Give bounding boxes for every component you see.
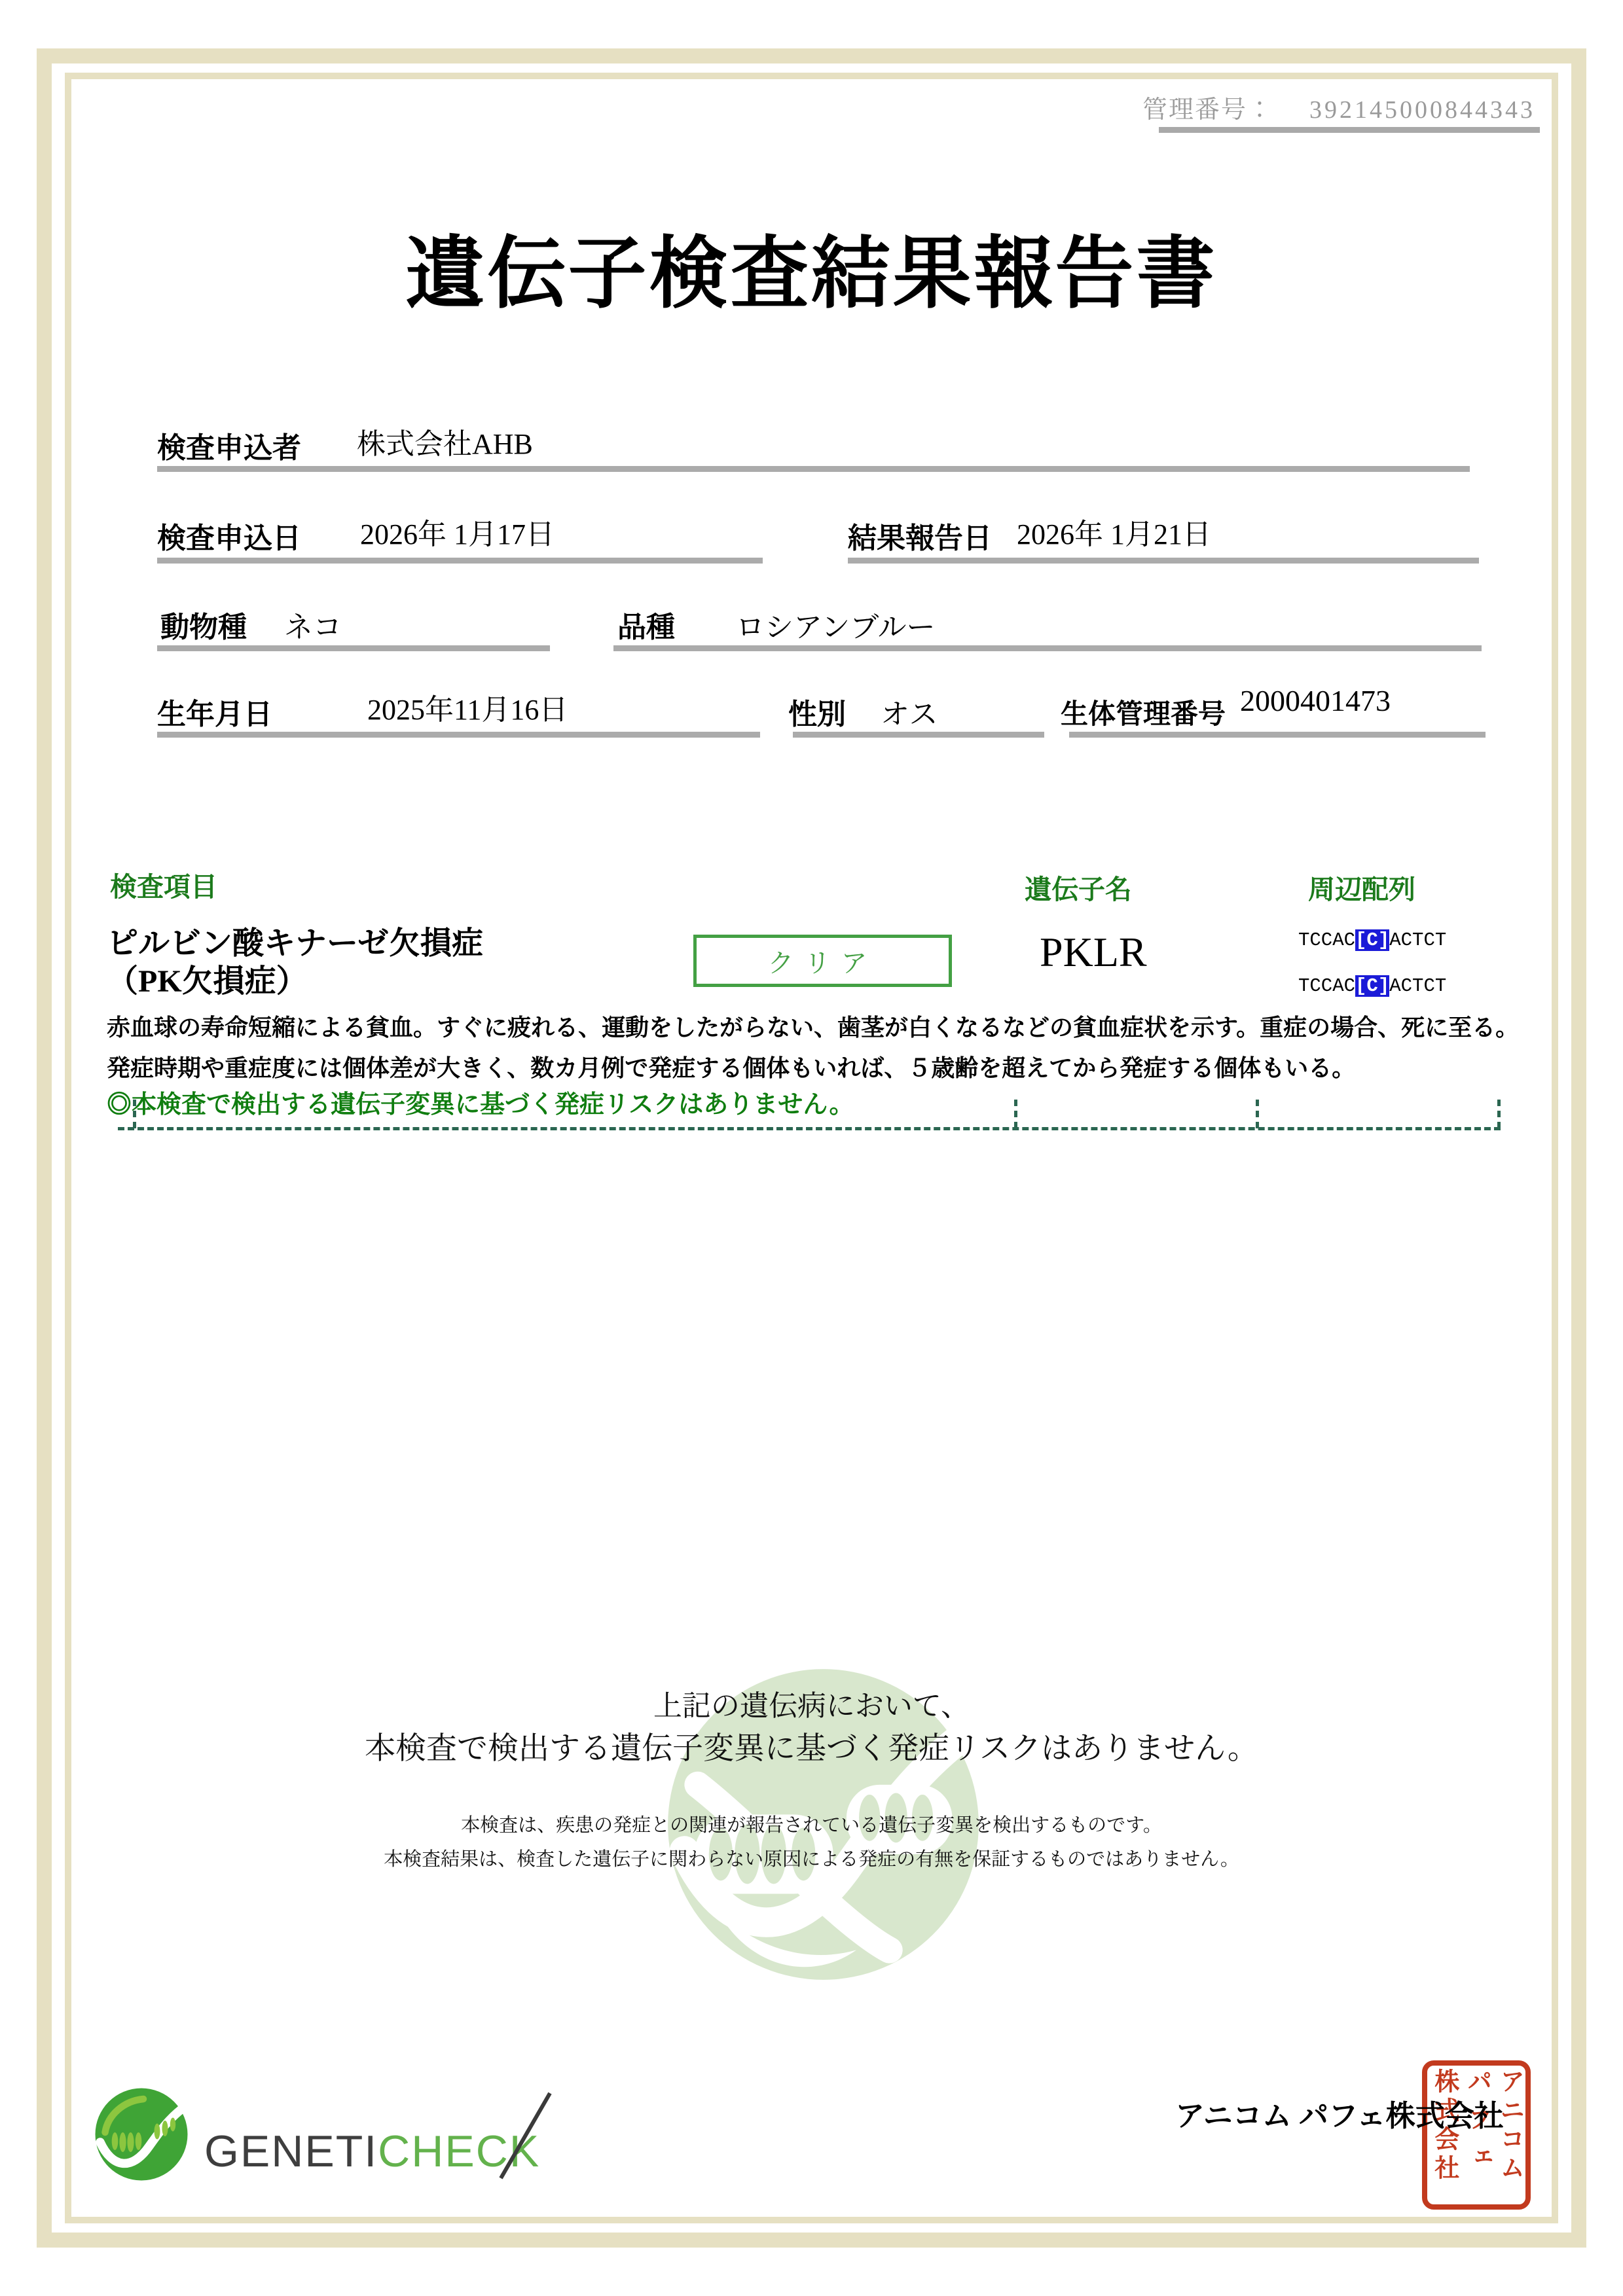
field-label-breed: 品種 — [617, 611, 675, 643]
geneticheck-logo-mark — [89, 2085, 194, 2183]
field-underline — [1069, 732, 1486, 738]
seal-text-kaisha: 株式会社 — [1430, 2068, 1458, 2183]
disease-description-line1: 赤血球の寿命短縮による貧血。すぐに疲れる、運動をしたがらない、歯茎が白くなるなどの貧血症状を示す。重症の場合、死に至る。 — [107, 1014, 1520, 1041]
company-name: アニコム パフェ株式会社 — [1175, 2100, 1504, 2132]
brand-text-geneti: GENETI — [204, 2126, 378, 2176]
control-number-underline — [1159, 127, 1540, 133]
sequence-variant-highlight: [C] — [1355, 975, 1390, 997]
sequence-header: 周辺配列 — [1308, 874, 1415, 905]
company-seal-stamp — [1422, 2060, 1531, 2210]
field-value-birthdate: 2025年11月16日 — [367, 694, 568, 726]
dashed-column-tick — [1014, 1100, 1017, 1128]
sequence-allele-1 — [1298, 929, 1446, 951]
report-title: 遺伝子検査結果報告書 — [405, 230, 1218, 317]
test-result-box — [693, 935, 952, 987]
dashed-column-tick — [1256, 1100, 1259, 1128]
test-item-name-line1: ピルビン酸キナーゼ欠損症 — [107, 926, 484, 961]
field-underline — [157, 732, 760, 738]
field-label-applicant: 検査申込者 — [157, 432, 301, 464]
field-underline — [848, 558, 1479, 564]
sequence-suffix: ACTCT — [1389, 975, 1447, 997]
field-value-report-date: 2026年 1月21日 — [1017, 518, 1211, 550]
field-label-animal-id: 生体管理番号 — [1061, 700, 1226, 730]
field-value-applicant: 株式会社AHB — [357, 428, 533, 460]
sequence-allele-2 — [1298, 975, 1446, 997]
control-number — [1142, 89, 1535, 125]
brand-text-check: CHECK — [378, 2126, 541, 2176]
risk-note: ◎本検査で検出する遺伝子変異に基づく発症リスクはありません。 — [107, 1091, 854, 1119]
field-label-birthdate: 生年月日 — [157, 698, 272, 730]
seal-text-anicom: アニコム — [1495, 2068, 1523, 2183]
test-item-header: 検査項目 — [110, 872, 217, 902]
sequence-prefix: TCCAC — [1298, 975, 1356, 997]
dashed-column-tick — [133, 1100, 136, 1128]
field-underline — [157, 558, 763, 564]
test-result-value: クリア — [767, 948, 878, 978]
test-item-name-line2: （PK欠損症） — [107, 964, 308, 999]
disease-description-line2: 発症時期や重症度には個体差が大きく、数カ月例で発症する個体もいれば、５歳齢を超えてから発症する個体もいる。 — [107, 1055, 1356, 1081]
disclaimer-line2: 本検査結果は、検査した遺伝子に関わらない原因による発症の有無を保証するものではありません。 — [384, 1849, 1239, 1870]
field-underline — [793, 732, 1044, 738]
field-label-apply-date: 検査申込日 — [157, 522, 301, 554]
sequence-variant-highlight: [C] — [1355, 929, 1390, 951]
control-number-value: 392145000844343 — [1309, 96, 1535, 124]
control-number-label: 管理番号： — [1142, 96, 1273, 124]
field-value-apply-date: 2026年 1月17日 — [360, 518, 555, 550]
sequence-suffix: ACTCT — [1389, 929, 1447, 951]
field-underline — [157, 645, 550, 651]
field-value-animal-id: 2000401473 — [1240, 684, 1391, 717]
field-label-report-date: 結果報告日 — [848, 522, 992, 554]
gene-name-value: PKLR — [1040, 929, 1147, 975]
gene-name-header: 遺伝子名 — [1025, 874, 1132, 905]
disclaimer-line1: 本検査は、疾患の発症との関連が報告されている遺伝子変異を検出するものです。 — [461, 1815, 1162, 1836]
summary-line1: 上記の遺伝病において、 — [653, 1690, 970, 1722]
field-underline — [613, 645, 1482, 651]
field-value-species: ネコ — [284, 611, 342, 643]
field-value-sex: オス — [881, 698, 938, 730]
seal-text-pafe: パフェ — [1463, 2068, 1491, 2182]
field-underline — [157, 466, 1470, 472]
field-label-species: 動物種 — [160, 611, 247, 643]
geneticheck-wordmark — [204, 2126, 540, 2177]
dashed-divider — [118, 1127, 1501, 1130]
field-label-sex: 性別 — [788, 698, 846, 730]
field-value-breed: ロシアンブルー — [736, 611, 936, 643]
summary-line2: 本検査で検出する遺伝子変異に基づく発症リスクはありません。 — [365, 1731, 1258, 1765]
sequence-prefix: TCCAC — [1298, 929, 1356, 951]
dashed-column-tick — [1497, 1100, 1501, 1128]
